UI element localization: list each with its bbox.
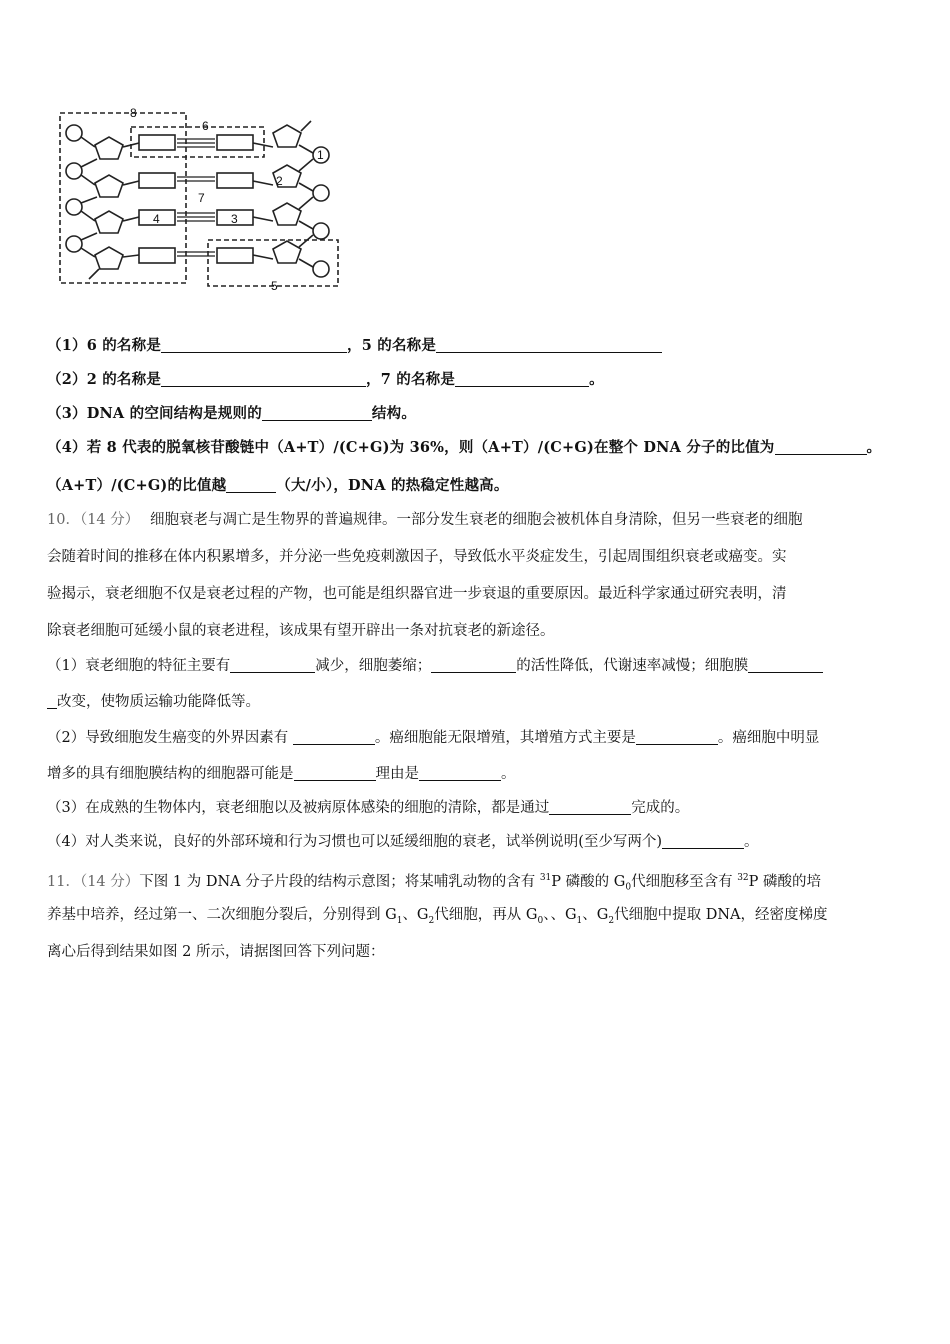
label-4: 4 (153, 212, 160, 226)
answer-blank[interactable] (161, 337, 347, 353)
deoxyribose (95, 247, 123, 269)
base (139, 135, 175, 150)
q10-item-3: （3）在成熟的生物体内，衰老细胞以及被病原体感染的细胞的清除，都是通过 完成的。 (47, 800, 690, 816)
answer-blank[interactable] (293, 729, 375, 745)
label-3: 3 (231, 212, 238, 226)
base (217, 248, 253, 263)
base (217, 173, 253, 188)
phosphate (313, 223, 329, 239)
q10-item-4: （4）对人类来说，良好的外部环境和行为习惯也可以延缓细胞的衰老，试举例说明(至少写两个) 。 (47, 834, 759, 850)
deoxyribose (273, 203, 301, 225)
answer-blank[interactable] (226, 477, 276, 493)
answer-blank[interactable] (230, 657, 315, 673)
q10-item-2-cont: 增多的具有细胞膜结构的细胞器可能是 理由是 。 (47, 766, 516, 782)
answer-blank[interactable] (636, 729, 718, 745)
answer-blank[interactable] (294, 765, 376, 781)
answer-blank[interactable] (262, 405, 372, 421)
label-5: 5 (271, 279, 278, 291)
label-8: 8 (130, 106, 137, 120)
q10-intro-line-4: 除衰老细胞可延缓小鼠的衰老进程，该成果有望开辟出一条对抗衰老的新途径。 (47, 623, 555, 639)
answer-blank[interactable] (419, 765, 501, 781)
answer-blank[interactable] (47, 693, 57, 709)
q10-item-2: （2）导致细胞发生癌变的外界因素有 。癌细胞能无限增殖，其增殖方式主要是 。癌细胞中明显 (47, 730, 820, 746)
answer-blank[interactable] (455, 371, 589, 387)
phosphate (66, 236, 82, 252)
q10-intro-line-2: 会随着时间的推移在体内积累增多，并分泌一些免疫刺激因子，导致低水平炎症发生，引起周围组织衰老或癌变。实 (47, 549, 787, 565)
answer-blank[interactable] (662, 833, 744, 849)
base (217, 135, 253, 150)
label-2: 2 (276, 174, 283, 188)
box-6 (131, 127, 264, 157)
deoxyribose (95, 137, 123, 159)
answer-blank[interactable] (775, 439, 867, 455)
phosphate (66, 199, 82, 215)
answer-blank[interactable] (436, 337, 662, 353)
answer-blank[interactable] (549, 799, 631, 815)
q11-line-1: 11．（14 分）下图 1 为 DNA 分子片段的结构示意图；将某哺乳动物的含有 $^{31}$P 磷酸的 $G_0$代细胞移至含有 $^{32}$P 磷酸的培 (47, 873, 822, 893)
answer-blank[interactable] (748, 657, 823, 673)
q9-item-2: （2）2 的名称是 ，7 的名称是 。 (47, 371, 604, 388)
phosphate (66, 163, 82, 179)
label-1: 1 (317, 148, 324, 162)
answer-blank[interactable] (431, 657, 516, 673)
q10-intro: 10．（14 分） (47, 512, 140, 528)
q11-line-3: 离心后得到结果如图 2 所示，请据图回答下列问题： (47, 944, 385, 960)
q10-intro-line-3: 验揭示，衰老细胞不仅是衰老过程的产物，也可能是组织器官进一步衰退的重要原因。最近科学家通过研究表明，清 (47, 586, 787, 602)
q10-intro-line-1: 细胞衰老与凋亡是生物界的普遍规律。一部分发生衰老的细胞会被机体自身清除，但另一些衰老的细胞 (150, 512, 803, 528)
deoxyribose (95, 211, 123, 233)
q9-item-3: （3）DNA 的空间结构是规则的 结构。 (47, 405, 417, 422)
base (139, 248, 175, 263)
q9-item-1: （1）6 的名称是 ，5 的名称是 (47, 336, 662, 356)
q9-item-4: （4）若 8 代表的脱氧核苷酸链中（A+T）/(C+G)为 36%，则（A+T）/(C+G)在整个 DNA 分子的比值为 。 (47, 439, 882, 456)
q9-item-5: （A+T）/(C+G)的比值越 （大/小），DNA 的热稳定性越高。 (47, 477, 509, 494)
q10-item-1-cont: 改变，使物质运输功能降低等。 (47, 692, 905, 712)
phosphate (313, 261, 329, 277)
dna-structure-diagram (55, 103, 345, 291)
phosphate (66, 125, 82, 141)
phosphate (313, 185, 329, 201)
label-6: 6 (202, 119, 209, 133)
deoxyribose (273, 125, 301, 147)
label-7: 7 (198, 191, 205, 205)
deoxyribose (95, 175, 123, 197)
q10-item-1: （1）衰老细胞的特征主要有 减少，细胞萎缩； 的活性降低，代谢速率减慢；细胞膜 (47, 656, 905, 676)
deoxyribose (273, 241, 301, 263)
q11-line-2: 养基中培养，经过第一、二次细胞分裂后，分别得到 $G_1$、$G_2$代细胞，再从 $G_0$、、$G_1$、$G_2$代细胞中提取 DNA，经密度梯度 (47, 907, 828, 926)
answer-blank[interactable] (161, 371, 366, 387)
base (139, 173, 175, 188)
